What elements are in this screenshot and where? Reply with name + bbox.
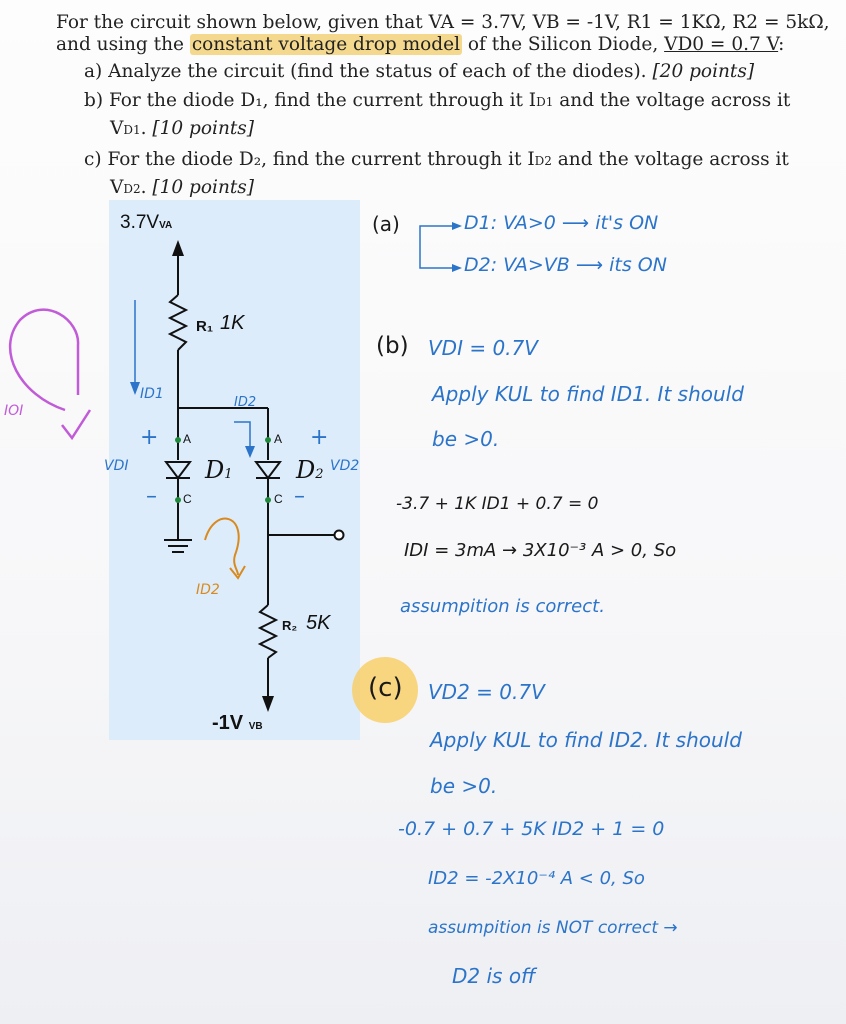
vb-sub: VB [248,721,263,732]
d2-anode-dot [265,437,271,443]
d2-triangle [256,462,280,478]
vb-value: -1V [212,712,244,734]
purple-arrowhead [62,410,90,438]
d2-cathode-label: C [274,492,283,506]
c-off: D2 is off [452,964,536,988]
b-be: be >0. [432,427,500,451]
d1-triangle [166,462,190,478]
vb-arrowhead [262,696,274,712]
part-b-text: b) For the diode D₁, find the current through it I [84,90,537,111]
minus-d1: – [146,484,157,509]
c-apply: Apply KUL to find ID2. It should [430,728,742,752]
io1-side-label: IOI [4,403,24,419]
va-sub: VA [159,220,173,231]
a-arrowhead-top [452,222,462,230]
d1-label [205,456,233,484]
plus-d1: + [140,425,159,450]
b-tag: (b) [376,333,409,359]
output-terminal [335,531,344,540]
part-c-v-rest: . [140,177,153,198]
d1-anode-dot [175,437,181,443]
d1-cathode-label: C [183,492,192,506]
line2-mid: of the Silicon Diode, [462,34,665,55]
va-value: 3.7V [120,212,160,233]
d2-sub: 2 [315,467,324,482]
id2-arrowhead [245,446,255,458]
d1-letter: D [205,456,225,484]
id2-label: ID2 [234,395,257,410]
minus-d2: – [294,484,305,509]
vb-label [212,712,263,735]
part-a-points: [20 points] [652,61,755,82]
part-b-points: [10 points] [152,118,255,139]
c-be: be >0. [430,774,498,798]
r1-value: 1K [220,312,245,334]
problem-line-1: For the circuit shown below, given that VA = 3.7V, VB = -1V, R1 = 1KΩ, R2 = 5kΩ, [56,12,830,33]
part-c-points: [10 points] [152,177,255,198]
part-b-rest: and the voltage across it [553,90,791,111]
line2-end: : [778,34,785,55]
d1-cathode-dot [175,497,181,503]
a-tag: (a) [372,212,400,236]
purple-loop [10,310,78,410]
d2-label [296,456,324,484]
part-b-v-rest: . [140,118,153,139]
part-c-v-sub: D2 [123,182,141,196]
vd0-value: VD0 = 0.7 V [664,34,779,55]
b-apply: Apply KUL to find ID1. It should [432,382,744,406]
c-equation: -0.7 + 0.7 + 5K ID2 + 1 = 0 [398,818,665,840]
part-b-v: V [110,118,124,139]
r2-value: 5K [306,612,331,634]
orange-curl [205,519,239,575]
d2-anode-label: A [274,432,283,446]
c-result: ID2 = -2X10⁻⁴ A < 0, So [428,868,645,889]
d2-cathode-dot [265,497,271,503]
b-equation: -3.7 + 1K ID1 + 0.7 = 0 [396,494,599,514]
line2-pre: and using the [56,34,190,55]
id1-label: ID1 [140,386,164,402]
a-arrowhead-bottom [452,264,462,272]
r2-label: R₂ [282,618,298,633]
plus-d2: + [310,425,329,450]
va-arrowhead [172,240,184,256]
id2-low-label: ID2 [196,582,220,598]
d2-letter: D [296,456,316,484]
part-c-v: V [110,177,124,198]
a-arrow-bottom [420,248,455,268]
c-tag: (c) [368,673,403,703]
d1-anode-label: A [183,432,192,446]
a-line-2: D2: VA>VB ⟶ its ON [464,254,667,276]
r1-resistor [170,295,186,350]
a-arrow-top [420,226,455,248]
r1-label: R₁ [196,318,214,335]
vd1-label: VDI [104,458,129,474]
id2-arrow-line [234,422,250,450]
part-b-v-sub: D1 [123,123,141,137]
part-c-rest: and the voltage across it [551,149,789,170]
b-assumption: assumpition is correct. [400,596,605,617]
c-assumption: assumpition is NOT correct → [428,918,678,938]
part-c-text: c) For the diode D₂, find the current through it I [84,149,535,170]
va-label [120,212,172,234]
r2-resistor [260,605,276,658]
part-a-text: a) Analyze the circuit (find the status of each of the diodes). [84,61,647,82]
c-vd2: VD2 = 0.7V [428,680,545,704]
vd2-label: VD2 [330,458,360,474]
part-b-sub: D1 [536,95,554,109]
part-c-sub: D2 [534,154,552,168]
b-vd1: VDI = 0.7V [428,336,538,360]
b-result: IDI = 3mA → 3X10⁻³ A > 0, So [404,540,677,561]
highlight-cvd-model: constant voltage drop model [191,34,460,55]
d1-sub: 1 [224,467,233,482]
a-line-1: D1: VA>0 ⟶ it's ON [464,212,659,234]
id1-arrowhead [130,382,140,395]
